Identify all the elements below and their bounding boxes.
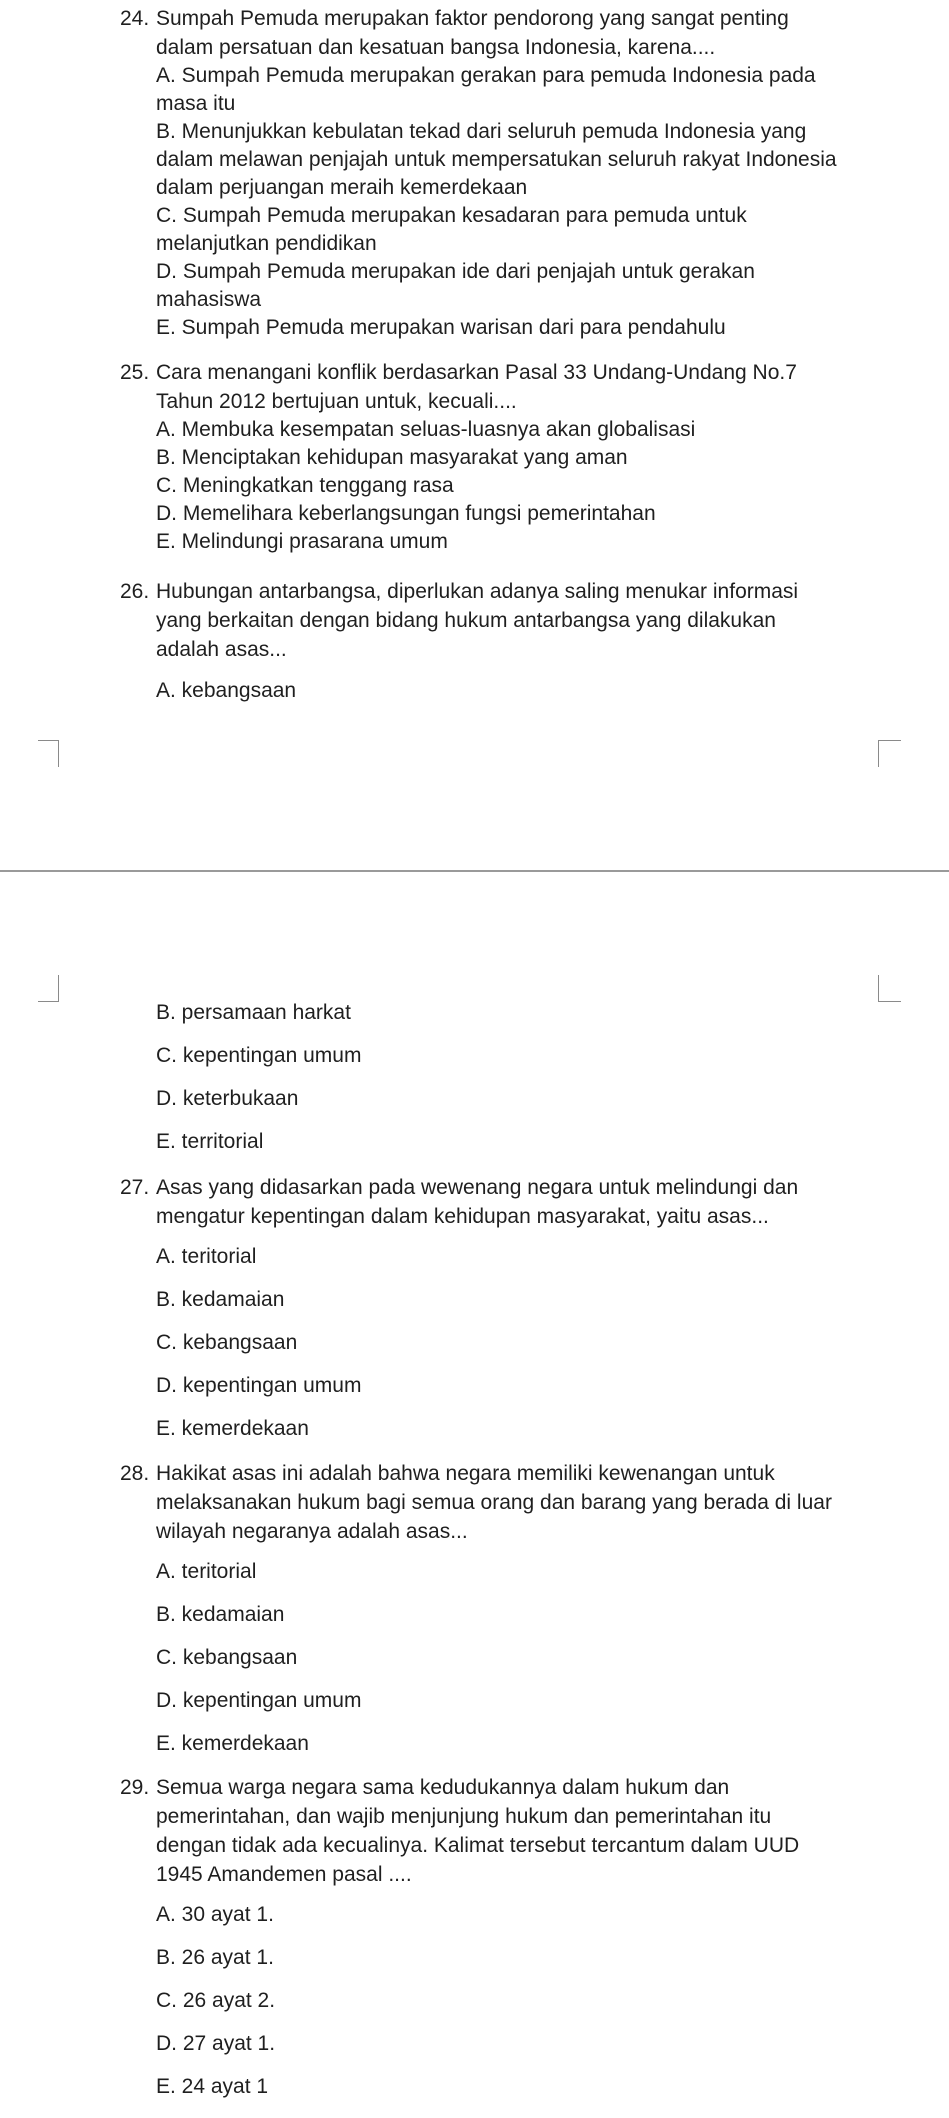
option-b: B. kedamaian — [156, 1288, 285, 1311]
option-line: masa itu — [156, 92, 236, 115]
option-e: E. kemerdekaan — [156, 1732, 309, 1755]
question-25-text — [120, 358, 900, 416]
option-a: A. teritorial — [156, 1560, 257, 1583]
question-27-text — [120, 1173, 900, 1231]
question-24 — [120, 4, 900, 342]
option-d: D. keterbukaan — [156, 1087, 299, 1110]
option-b: B. Menciptakan kehidupan masyarakat yang aman — [156, 446, 628, 469]
option-b: B. persamaan harkat — [156, 1001, 351, 1024]
question-26-continued — [120, 991, 900, 1163]
question-28 — [120, 1459, 900, 1765]
page-break-line — [0, 870, 949, 872]
text-line: Semua warga negara sama kedudukannya dalam hukum dan — [156, 1776, 730, 1799]
option-c: C. kebangsaan — [156, 1331, 298, 1354]
question-number: 25. — [120, 361, 150, 384]
option-line: melanjutkan pendidikan — [156, 232, 377, 255]
question-29-text — [120, 1773, 900, 1889]
question-26-text — [120, 577, 900, 664]
option-a: A. Membuka kesempatan seluas-luasnya akan globalisasi — [156, 418, 696, 441]
option-c — [120, 202, 900, 258]
question-26 — [120, 577, 900, 705]
option-line: mahasiswa — [156, 288, 262, 311]
option-e — [120, 314, 900, 342]
option-line: A. Sumpah Pemuda merupakan gerakan para pemuda Indonesia pada — [156, 64, 816, 87]
page-2 — [0, 873, 949, 2118]
option-line: D. Sumpah Pemuda merupakan ide dari penjajah untuk gerakan — [156, 260, 755, 283]
question-28-text — [120, 1459, 900, 1546]
crop-mark-top-left — [38, 740, 59, 767]
question-number: 24. — [120, 7, 150, 30]
option-a: A. kebangsaan — [156, 679, 297, 702]
option-e: E. Melindungi prasarana umum — [156, 530, 448, 553]
text-line: mengatur kepentingan dalam kehidupan masyarakat, yaitu asas... — [156, 1205, 769, 1228]
text-line: Tahun 2012 bertujuan untuk, kecuali.... — [156, 390, 517, 413]
question-27 — [120, 1173, 900, 1450]
option-a — [120, 62, 900, 118]
crop-mark-top-right — [878, 740, 901, 767]
page-1 — [0, 0, 949, 870]
question-25 — [120, 358, 900, 556]
text-line: dalam persatuan dan kesatuan bangsa Indonesia, karena.... — [156, 36, 716, 59]
option-a: A. teritorial — [156, 1245, 257, 1268]
text-line: pemerintahan, dan wajib menjunjung hukum dan pemerintahan itu — [156, 1805, 772, 1828]
option-b: B. 26 ayat 1. — [156, 1946, 274, 1969]
option-a: A. 30 ayat 1. — [156, 1903, 274, 1926]
option-c: C. 26 ayat 2. — [156, 1989, 276, 2012]
option-b: B. kedamaian — [156, 1603, 285, 1626]
option-e: E. 24 ayat 1 — [156, 2075, 269, 2098]
text-line: adalah asas... — [156, 638, 287, 661]
text-line: melaksanakan hukum bagi semua orang dan barang yang berada di luar — [156, 1491, 832, 1514]
option-c: C. kepentingan umum — [156, 1044, 362, 1067]
question-number: 29. — [120, 1776, 150, 1799]
text-line: Cara menangani konflik berdasarkan Pasal 33 Undang-Undang No.7 — [156, 361, 797, 384]
question-29 — [120, 1773, 900, 2108]
option-c: C. Meningkatkan tenggang rasa — [156, 474, 454, 497]
text-line: 1945 Amandemen pasal .... — [156, 1863, 412, 1886]
text-line: Asas yang didasarkan pada wewenang negara untuk melindungi dan — [156, 1176, 799, 1199]
option-line: E. Sumpah Pemuda merupakan warisan dari para pendahulu — [156, 316, 726, 339]
text-line: dengan tidak ada kecualinya. Kalimat tersebut tercantum dalam UUD — [156, 1834, 800, 1857]
crop-mark-bottom-right — [878, 975, 901, 1002]
option-e: E. kemerdekaan — [156, 1417, 309, 1440]
text-line: Sumpah Pemuda merupakan faktor pendorong yang sangat penting — [156, 7, 789, 30]
option-d: D. 27 ayat 1. — [156, 2032, 276, 2055]
crop-mark-bottom-left — [38, 975, 59, 1002]
option-d: D. kepentingan umum — [156, 1689, 362, 1712]
option-c: C. kebangsaan — [156, 1646, 298, 1669]
text-line: Hubungan antarbangsa, diperlukan adanya saling menukar informasi — [156, 580, 799, 603]
option-d: D. Memelihara keberlangsungan fungsi pemerintahan — [156, 502, 656, 525]
option-line: B. Menunjukkan kebulatan tekad dari seluruh pemuda Indonesia yang — [156, 120, 807, 143]
option-d: D. kepentingan umum — [156, 1374, 362, 1397]
question-number: 28. — [120, 1462, 150, 1485]
text-line: wilayah negaranya adalah asas... — [156, 1520, 468, 1543]
option-line: C. Sumpah Pemuda merupakan kesadaran para pemuda untuk — [156, 204, 747, 227]
text-line: yang berkaitan dengan bidang hukum antarbangsa yang dilakukan — [156, 609, 776, 632]
question-number: 27. — [120, 1176, 150, 1199]
question-24-text — [120, 4, 900, 62]
option-d — [120, 258, 900, 314]
option-b — [120, 118, 900, 202]
option-line: dalam melawan penjajah untuk mempersatukan seluruh rakyat Indonesia — [156, 148, 837, 171]
question-number: 26. — [120, 580, 150, 603]
text-line: Hakikat asas ini adalah bahwa negara memiliki kewenangan untuk — [156, 1462, 775, 1485]
option-e: E. territorial — [156, 1130, 264, 1153]
option-line: dalam perjuangan meraih kemerdekaan — [156, 176, 528, 199]
